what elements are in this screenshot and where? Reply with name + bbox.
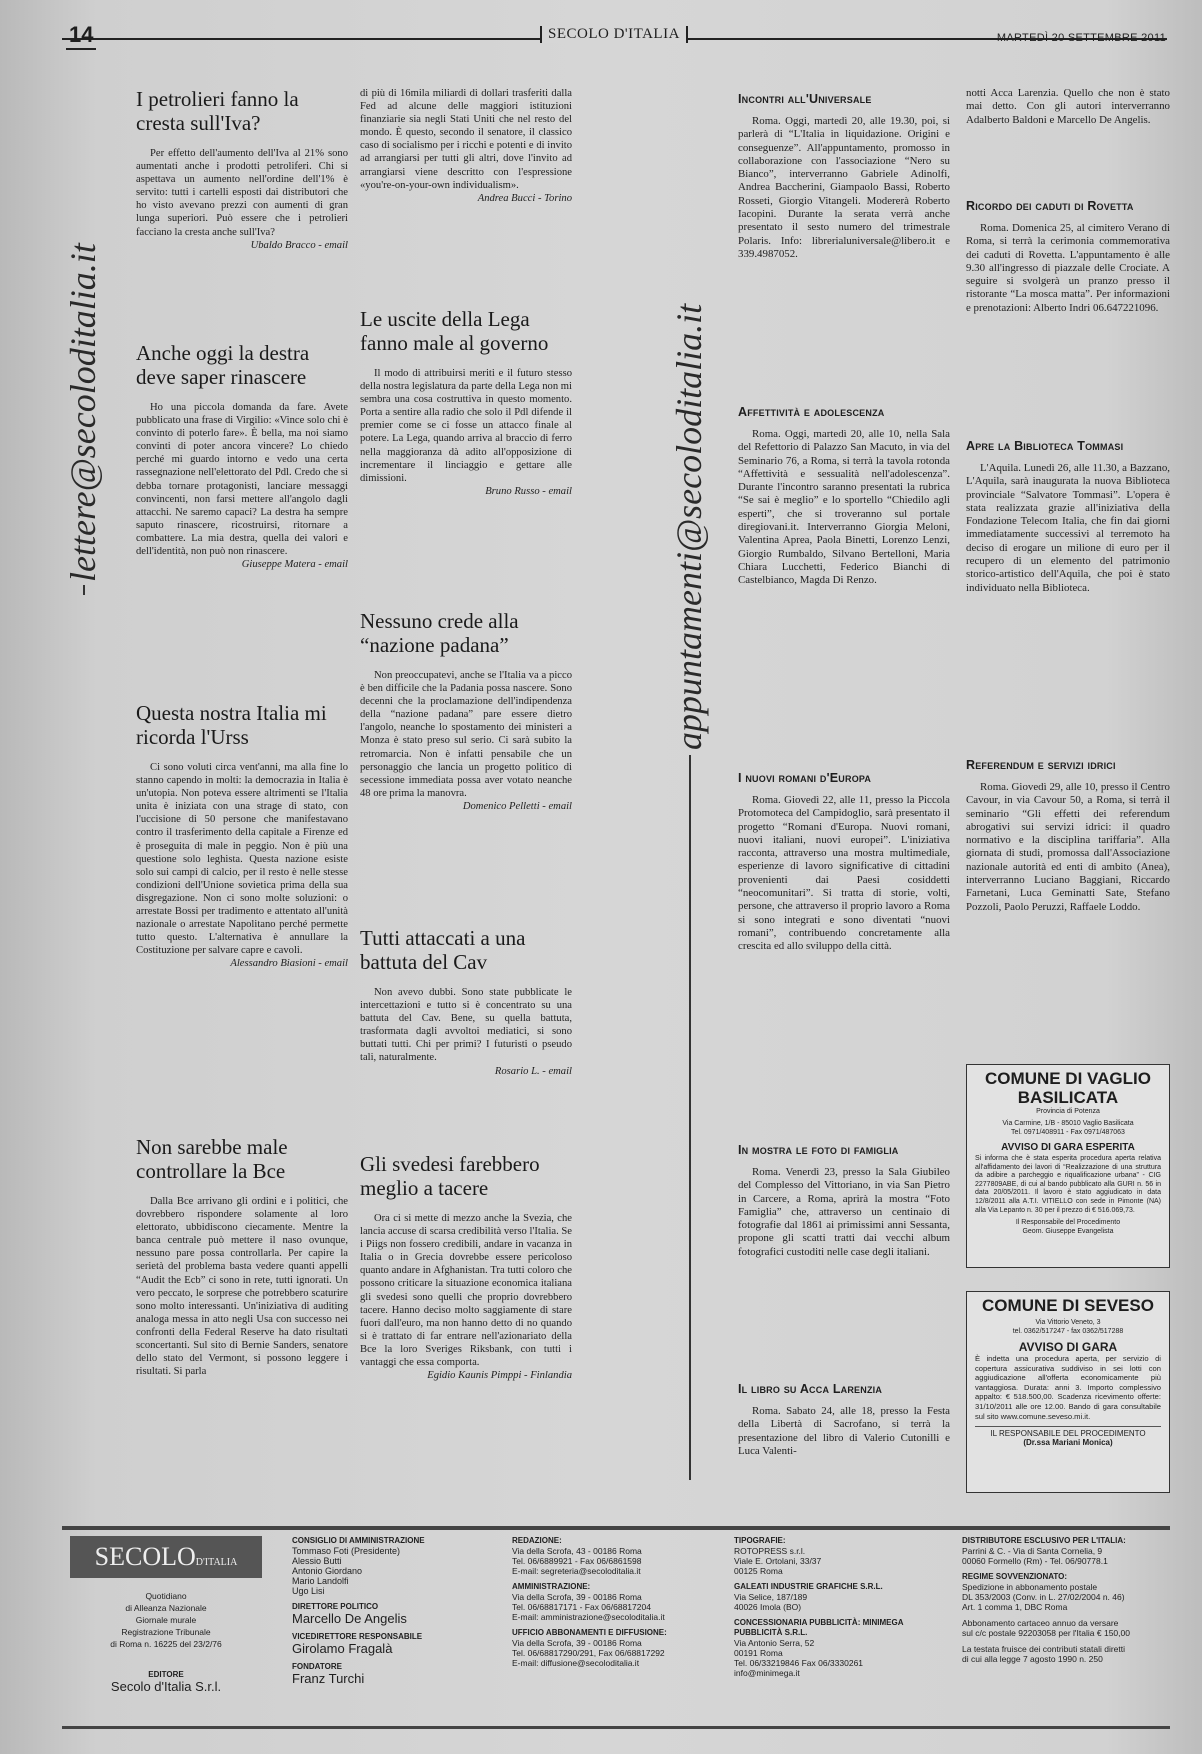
event-item (966, 199, 1170, 315)
letter-article (136, 87, 348, 252)
footer-group-label: AMMINISTRAZIONE: (512, 1582, 591, 1591)
letter-body: Il modo di attribuirsi meriti e il futuro stesso della nostra legislatura da parte della Lega non mi sembra una cosa costruttiva in questo momento. Porta a sentire alla radio che solo il Pdl difende il premier come se ci fosse un attacco finale al potere. La Lega, quando arriva al braccio di ferro nella maggioranza dà adito all'opposizione di incrementare il linciaggio e gettare alle dimissioni. (360, 368, 572, 484)
letter-headline: I petrolieri fanno la cresta sull'Iva? (136, 87, 299, 135)
footer-group (512, 1582, 712, 1622)
letter-signature: Alessandro Biasioni - email (230, 958, 348, 970)
event-item (966, 758, 1170, 914)
printers-block (734, 1536, 944, 1684)
letter-body: Ora ci si mette di mezzo anche la Svezia, che lancia accuse di scarsa credibilità verso l'Italia. Se i Piigs non fossero credibili, andare in vacanza in Italia o in Grecia dovrebbe essere pericoloso quanto andare in Afghanistan. Tra tutti coloro che possono criticare la situazione economica italiana gli svedesi sono quelli che proprio dovrebbero tacere. Hanno deciso molto saggiamente di stare fuori dall'euro, ma non hanno detto di no quando si è trattato di far entrare nell'azionariato della Bce la loro Sveriges Riksbank, con tutti i vantaggi che essa comporta. (360, 1213, 572, 1369)
footer-line: Tel. 06/68817290/291, Fax 06/68817292 (512, 1648, 665, 1658)
letter-signature: Giuseppe Matera - email (241, 559, 348, 571)
footer-group-label: CONCESSIONARIA PUBBLICITÀ: MINIMEGA PUBBLICITÀ S.R.L. (734, 1618, 904, 1637)
events-email-banner[interactable]: appuntamenti@secoloditalia.it (669, 303, 709, 750)
board-member: Antonio Giordano (292, 1566, 363, 1576)
ad-address: Via Vittorio Veneto, 3 (1035, 1319, 1101, 1326)
footer-line: Viale E. Ortolani, 33/37 (734, 1556, 822, 1566)
letter-body: Non preoccupatevi, anche se l'Italia va a picco è ben difficile che la Padania possa nascere. Sono decenni che la proclamazione dell'indipendenza della “nazione padana” pare essere dietro l'angolo, neanche lo spostamento dei ministeri a Monza è stato preso sul serio. Ci sarà subito la retromarcia. Non è infatti pensabile che un personaggio che lancia un progetto politico di secessione immediata possa aver votato neanche 48 ore prima la manovra. (360, 670, 572, 799)
letter-signature: Egidio Kaunis Pimppi - Finlandia (427, 1370, 572, 1382)
footer-line: 00191 Roma (734, 1648, 783, 1658)
footer-group (734, 1582, 944, 1612)
board-member: Alessio Butti (292, 1556, 342, 1566)
masthead: SECOLO D'ITALIA (540, 26, 688, 43)
ad-subtitle: Provincia di Potenza (1036, 1108, 1100, 1115)
ad-title: COMUNE DI SEVESO (982, 1296, 1154, 1315)
footer-line: 40026 Imola (BO) (734, 1602, 802, 1612)
letter-body-continued: di più di 16mila miliardi di dollari trasferiti dalla Fed ad alcune delle maggiori istituzioni finanziarie sia negli Stati Uniti che nel resto del mondo. È questo, secondo il senatore, il classico caso di socialismo per i ricchi e potenti e di invito ad arrangiarsi per tutti gli altri, dove l'invito ad arrangiarsi viene descritto con l'espressione «you're-on-your-own individualism». (360, 88, 572, 191)
letters-column-2 (360, 0, 572, 1490)
footer-line: ROTOPRESS s.r.l. (734, 1546, 806, 1556)
board-member: Mario Landolfi (292, 1576, 349, 1586)
newspaper-logo (70, 1536, 262, 1578)
footer-line: Via della Scrofa, 43 - 00186 Roma (512, 1546, 642, 1556)
letters-column-1 (136, 0, 348, 1490)
footer-group (734, 1536, 944, 1576)
footer-group (962, 1618, 1167, 1638)
letter-body: Dalla Bce arrivano gli ordini e i politici, che dovrebbero rispondere solamente al loro elettorato, ubbidiscono ciecamente. Mentre la banca centrale può mettere il naso ovunque, nessuno pare possa controllarla. Per capire la serietà del problema basta vedere quanti appelli “Audit the Ecb” ci sono in rete, tutti ignorati. Un vero peccato, le sorprese che potrebbero scaturire sono molto interessanti. Un'iniziativa di auditing analoga messa in atto negli Usa con successo nei confronti della Federal Reserve ha dato risultati sconcertanti. Sul sito di Bernie Sanders, senatore dello stato del Vermont, si possono leggere i risultati. Si parla (136, 1196, 348, 1378)
staff-name: Franz Turchi (292, 1671, 365, 1686)
event-body: Roma. Sabato 24, alle 18, presso la Festa della Libertà di Sacrofano, si terrà la presentazione del libro di Valerio Cutonilli e Luca Valenti- (738, 1405, 950, 1457)
footer-line: di cui alla legge 7 agosto 1990 n. 250 (962, 1654, 1103, 1664)
footer-line: Art. 1 comma 1, DBC Roma (962, 1602, 1068, 1612)
ad-body: Si informa che è stata esperita procedura aperta relativa all'affidamento dei lavori di “Realizzazione di una struttura da adibire a parcheggio e riqualificazione urbana” - CIG 2277809ABE, di cui al bando pubblicato alla GURI n. 56 in data 20/05/2011. Il lavoro è stato aggiudicato in data 12/8/2011 alla A.T.I. VITIELLO con sede in Pimonte (NA) alla Via Lepanto n. 30 per il prezzo di € 516.069,73. (975, 1155, 1161, 1214)
staff-name: Marcello De Angelis (292, 1611, 407, 1626)
ad-title: COMUNE DI VAGLIO BASILICATA (985, 1069, 1151, 1107)
board-member: Ugo Lisi (292, 1586, 325, 1596)
letter-body: Ci sono voluti circa vent'anni, ma alla fine lo stanno capendo in molti: la democrazia in Italia è un'utopia. Non poteva essere altrimenti se l'Italia unita è iniziata con una strage di stato, con l'uccisione di 50 persone che manifestavano contro il trasferimento della capitale a Firenze ed è proseguita di male in peggio. Non è più una questione solo leghista. Questa nazione esiste solo sui campi di calcio, per il resto è nelle stesse condizioni dell'Unione sovietica prima della sua disgregazione. Non ci sono molte soluzioni: o arrestate Bossi per tradimento e attentato all'unità nazionale o arrestate Napolitano perché permette tutto questo. L'alternativa è annullare la Costituzione per salvare capre e cavoli. (136, 762, 348, 957)
banner-rule (689, 755, 691, 1480)
footer-line: Spedizione in abbonamento postale (962, 1582, 1098, 1592)
event-title: Incontri all'Universale (738, 92, 872, 106)
event-body-continued: notti Acca Larenzia. Quello che non è stato mai detto. Con gli autori interverranno Adalberto Baldoni e Marcello De Angelis. (966, 87, 1170, 126)
footer-line: Abbonamento cartaceo annuo da versare (962, 1618, 1119, 1628)
distribution-block (962, 1536, 1167, 1670)
events-column-1 (738, 0, 950, 1490)
letter-signature: Rosario L. - email (494, 1065, 572, 1077)
ad-signer-role: IL RESPONSABILE DEL PROCEDIMENTO (975, 1426, 1161, 1438)
event-body: Roma. Venerdì 23, presso la Sala Giubileo del Complesso del Vittoriano, in via San Pietro in Carcere, a Roma, aprirà la mostra “Foto Famiglia” che, attraverso un centinaio di fotografie dal 1861 ai primissimi anni Sessanta, propone gli scatti tratti dai vecchi album fotografici custoditi nelle case degli italiani. (738, 1166, 950, 1258)
staff-name: Girolamo Fragalà (292, 1641, 393, 1656)
ad-phone: Tel. 0971/408911 - Fax 0971/487063 (1011, 1129, 1125, 1136)
footer-group-label: TIPOGRAFIE: (734, 1536, 786, 1545)
event-item (738, 1143, 950, 1259)
ad-heading: AVVISO DI GARA ESPERITA (1001, 1142, 1135, 1153)
footer-line: Via della Scrofa, 39 - 00186 Roma (512, 1592, 642, 1602)
footer-line: La testata fruisce dei contributi statali diretti (962, 1644, 1125, 1654)
about-block (70, 1590, 262, 1650)
letter-article (136, 1135, 348, 1378)
letter-article (360, 609, 572, 813)
event-body: L'Aquila. Lunedì 26, alle 11.30, a Bazzano, L'Aquila, sarà inaugurata la nuova Biblioteca provinciale “Salvatore Tommasi”. L'opera è stata realizzata grazie all'iniziativa della Fondazione Telecom Italia, che fin dai giorni immediatamente successivi al terremoto ha deciso di erogare un milione di euro per il recupero di un elemento del patrimonio storico-artistico dell'Aquila, che poi è stato individuato nella Biblioteca. (966, 462, 1170, 594)
ad-phone: tel. 0362/517247 - fax 0362/517288 (1012, 1328, 1124, 1335)
footer-group (962, 1644, 1167, 1664)
event-body: Roma. Oggi, martedì 20, alle 10, nella Sala del Refettorio di Palazzo San Macuto, in via del Seminario 76, a Roma, si terrà la tavola rotonda “Affettività e sessualità nell'adolescenza”. Durante l'incontro saranno presentati la rubrica “Se sai è meglio” e lo sportello “Chiedilo agli esperti”, che si troveranno sul portale diregiovani.it. Interverranno Giorgia Meloni, Valentina Aprea, Paola Binetti, Lorenzo Lenzi, Giorgio Rumbaldo, Silvano Bertelloni, Maria Chiara Lucchetti, Federico Bianchi di Castelbianco, Magda Di Renzo. (738, 428, 950, 587)
offices-block (512, 1536, 712, 1674)
event-title: Affettività e adolescenza (738, 405, 885, 419)
footer-line: Via Selice, 187/189 (734, 1592, 808, 1602)
ad-signer: Geom. Giuseppe Evangelista (1022, 1228, 1114, 1236)
footer-line: Tel. 06/68817171 - Fax 06/68817204 (512, 1602, 651, 1612)
event-body: Roma. Domenica 25, al cimitero Verano di Roma, si terrà la cerimonia commemorativa dei caduti di Rovetta. L'appuntamento è alle 9.30 all'ingresso di piazzale delle Crociate. A seguire si svolgerà un pranzo presso il ristorante “La mosca matta”. Per informazioni e prenotazioni: Alberto Indri 06.647221096. (966, 222, 1170, 314)
letter-body: Per effetto dell'aumento dell'Iva al 21% sono aumentati anche i prodotti petroliferi. Chi si aspettava un aumento nell'ordine dell'1% è servito: tutti i cartelli esposti dai distributori che ho visto avevano prezzi con aumenti di gran lunga superiori. Può essere che i petrolieri facciano la cresta anche sull'Iva? (136, 148, 348, 238)
letter-signature: Ubaldo Bracco - email (250, 239, 348, 251)
letter-body: Ho una piccola domanda da fare. Avete pubblicato una frase di Virgilio: «Vince solo chi è convinto di poterlo fare». È bella, ma noi siamo convinti di poter ancora vincere? Lo chiedo perché mi guardo intorno e vedo una certa rassegnazione nell'elettorato del Pdl. Credo che si debba tornare protagonisti, lanciare messaggi convincenti, non farsi mettere all'angolo dagli attacchi. Ne saremo capaci? La destra ha sempre saputo rinascere, ricostruirsi, ritornare a combattere. La mia destra, quella dei valori e dell'identità, non può non rinascere. (136, 402, 348, 558)
event-title: Il libro su Acca Larenzia (738, 1382, 883, 1396)
board-block (292, 1536, 492, 1686)
banner-rule (83, 585, 85, 595)
event-continuation (966, 87, 1170, 127)
footer-line: Via Antonio Serra, 52 (734, 1638, 815, 1648)
event-item (966, 439, 1170, 595)
event-title: Apre la Biblioteca Tommasi (966, 439, 1124, 453)
event-body: Roma. Oggi, martedì 20, alle 19.30, poi, si parlerà di “L'Italia in liquidazione. Origini e conseguenze”. All'appuntamento, promosso in collaborazione con l'associazione “Nero su Bianco”, interverranno Gabriele Adinolfi, Andrea Baccherini, Giampaolo Bassi, Roberto Rosseti, Giorgio Vitangeli. Modererà Roberto Iacopini. Durante la serata verrà anche presentato il sesto numero del trimestrale Polaris. Info: librerialuniversale@libero.it e 339.4987052. (738, 115, 950, 260)
footer-line: DL 353/2003 (Conv. in L. 27/02/2004 n. 46) (962, 1592, 1125, 1602)
letter-signature: Bruno Russo - email (485, 485, 572, 497)
ad-heading: AVVISO DI GARA (1018, 1340, 1118, 1354)
letter-headline: Nessuno crede alla “nazione padana” (360, 609, 519, 657)
footer-group (962, 1572, 1167, 1612)
letter-headline: Anche oggi la destra deve saper rinascere (136, 341, 310, 389)
ad-comune-seveso (966, 1291, 1170, 1493)
about-line: Quotidiano (145, 1591, 187, 1601)
event-title: In mostra le foto di famiglia (738, 1143, 899, 1157)
letter-article (360, 307, 572, 498)
footer-group (512, 1628, 712, 1668)
event-item (738, 92, 950, 261)
footer-group (734, 1618, 944, 1678)
about-line: di Roma n. 16225 del 23/2/76 (110, 1639, 222, 1649)
about-line: Registrazione Tribunale (121, 1627, 211, 1637)
staff-label: FONDATORE (292, 1662, 342, 1671)
footer-line: info@minimega.it (734, 1668, 800, 1678)
footer-group-label: REGIME SOVVENZIONATO: (962, 1572, 1068, 1581)
colophon (62, 1526, 1170, 1729)
footer-group (962, 1536, 1167, 1566)
letter-article (136, 341, 348, 571)
event-body: Roma. Giovedì 22, alle 11, presso la Piccola Protomoteca del Campidoglio, sarà presentato il progetto “Romani d'Europa. Nuovi romani, nuovi italiani, nuovi europei”. L'iniziativa racconta, attraverso una mostra multimediale, esperienze di lavoro significative di cittadini provenienti dai Paesi cosiddetti “neocomunitari”. Si tratta di storie, volti, persone, che attraverso il proprio lavoro a Roma si sono integrati e sono diventati “nuovi romani”, contribuendo concretamente alla crescita ed allo sviluppo della città. (738, 794, 950, 953)
event-title: I nuovi romani d'Europa (738, 771, 872, 785)
footer-line: Tel. 06/33219846 Fax 06/3330261 (734, 1658, 864, 1668)
event-body: Roma. Giovedì 29, alle 10, presso il Centro Cavour, in via Cavour 50, a Roma, si terrà il seminario “Gli effetti dei referendum abrogativi sui servizi idrici: il quadro normativo e la disciplina tariffaria”. Alla giornata di studi, promossa dall'Associazione nazionale autorità ed enti di ambito (Anea), interverranno Luciano Baggiani, Riccardo Farnetani, Luca Geminatti Sate, Stefano Pozzoli, Paolo Peruzzi, Raffaele Loddo. (966, 781, 1170, 913)
letter-article (136, 701, 348, 971)
events-column-2 (966, 0, 1170, 1500)
footer-group-label: UFFICIO ABBONAMENTI E DIFFUSIONE: (512, 1628, 667, 1637)
logo-text: SECOLO (94, 1542, 196, 1571)
letters-email-banner[interactable]: lettere@secoloditalia.it (63, 243, 103, 582)
logo-subtext: D'ITALIA (195, 1557, 238, 1568)
footer-group (512, 1536, 712, 1576)
staff-label: VICEDIRETTORE RESPONSABILE (292, 1632, 423, 1641)
board-label: CONSIGLIO DI AMMINISTRAZIONE (292, 1536, 425, 1545)
event-item (738, 1382, 950, 1458)
footer-line: E-mail: segreteria@secoloditalia.it (512, 1566, 641, 1576)
footer-line: Tel. 06/6889921 - Fax 06/6861598 (512, 1556, 642, 1566)
about-line: Giornale murale (135, 1615, 197, 1625)
footer-line: 00125 Roma (734, 1566, 783, 1576)
publisher-name: Secolo d'Italia S.r.l. (110, 1679, 222, 1694)
ad-signer-role: Il Responsabile del Procedimento (1015, 1219, 1121, 1227)
footer-line: sul c/c postale 92203058 per l'Italia € 150,00 (962, 1628, 1130, 1638)
footer-group-label: REDAZIONE: (512, 1536, 562, 1545)
letter-headline: Gli svedesi farebbero meglio a tacere (360, 1152, 540, 1200)
publisher-block (70, 1670, 262, 1694)
footer-line: 00060 Formello (Rm) - Tel. 06/90778.1 (962, 1556, 1108, 1566)
letter-headline: Le uscite della Lega fanno male al governo (360, 307, 549, 355)
event-title: Referendum e servizi idrici (966, 758, 1116, 772)
event-item (738, 771, 950, 954)
ad-signer: (Dr.ssa Mariani Monica) (1023, 1438, 1113, 1448)
ad-comune-vaglio (966, 1064, 1170, 1268)
ad-body: È indetta una procedura aperta, per servizio di copertura assicurativa suddiviso in sei lotti con aggiudicazione all'offerta economicamente più vantaggiosa. Durata: anni 3. Importo complessivo appalto: € 518.500,00. Scadenza ricevimento offerte: 31/10/2011 alle ore 12.00. Bando di gara consultabile sul sito www.comune.seveso.mi.it. (975, 1354, 1161, 1421)
page-number: 14 (66, 22, 96, 50)
footer-line: E-mail: diffusione@secoloditalia.it (512, 1658, 640, 1668)
letter-article (360, 926, 572, 1078)
footer-line: E-mail: amministrazione@secoloditalia.it (512, 1612, 665, 1622)
letter-continuation (360, 87, 572, 205)
footer-line: Parrini & C. - Via di Santa Cornelia, 9 (962, 1546, 1103, 1556)
letter-headline: Non sarebbe male controllare la Bce (136, 1135, 288, 1183)
letter-article (360, 1152, 572, 1382)
footer-line: Via della Scrofa, 39 - 00186 Roma (512, 1638, 642, 1648)
letter-signature: Domenico Pelletti - email (462, 800, 572, 812)
board-member: Tommaso Foti (Presidente) (292, 1546, 401, 1556)
ad-address: Via Carmine, 1/B - 85010 Vaglio Basilicata (1002, 1120, 1134, 1127)
footer-group-label: GALEATI INDUSTRIE GRAFICHE S.R.L. (734, 1582, 883, 1591)
letter-body: Non avevo dubbi. Sono state pubblicate le intercettazioni e tutto si è concentrato su una battuta del Cav. Bene, su quella battuta, trasformata dagli avvoltoi mediatici, si sono buttati tutti. Chi per primi? I futuristi o pseudo tali, naturalmente. (360, 987, 572, 1064)
staff-label: DIRETTORE POLITICO (292, 1602, 379, 1611)
letter-signature: Andrea Bucci - Torino (477, 192, 572, 204)
letter-headline: Tutti attaccati a una battuta del Cav (360, 926, 526, 974)
event-item (738, 405, 950, 588)
footer-group-label: DISTRIBUTORE ESCLUSIVO PER L'ITALIA: (962, 1536, 1126, 1545)
publisher-label: EDITORE (148, 1670, 184, 1679)
letter-headline: Questa nostra Italia mi ricorda l'Urss (136, 701, 327, 749)
about-line: di Alleanza Nazionale (125, 1603, 207, 1613)
event-title: Ricordo dei caduti di Rovetta (966, 199, 1134, 213)
issue-date: MARTEDÌ 20 SETTEMBRE 2011 (996, 32, 1166, 44)
